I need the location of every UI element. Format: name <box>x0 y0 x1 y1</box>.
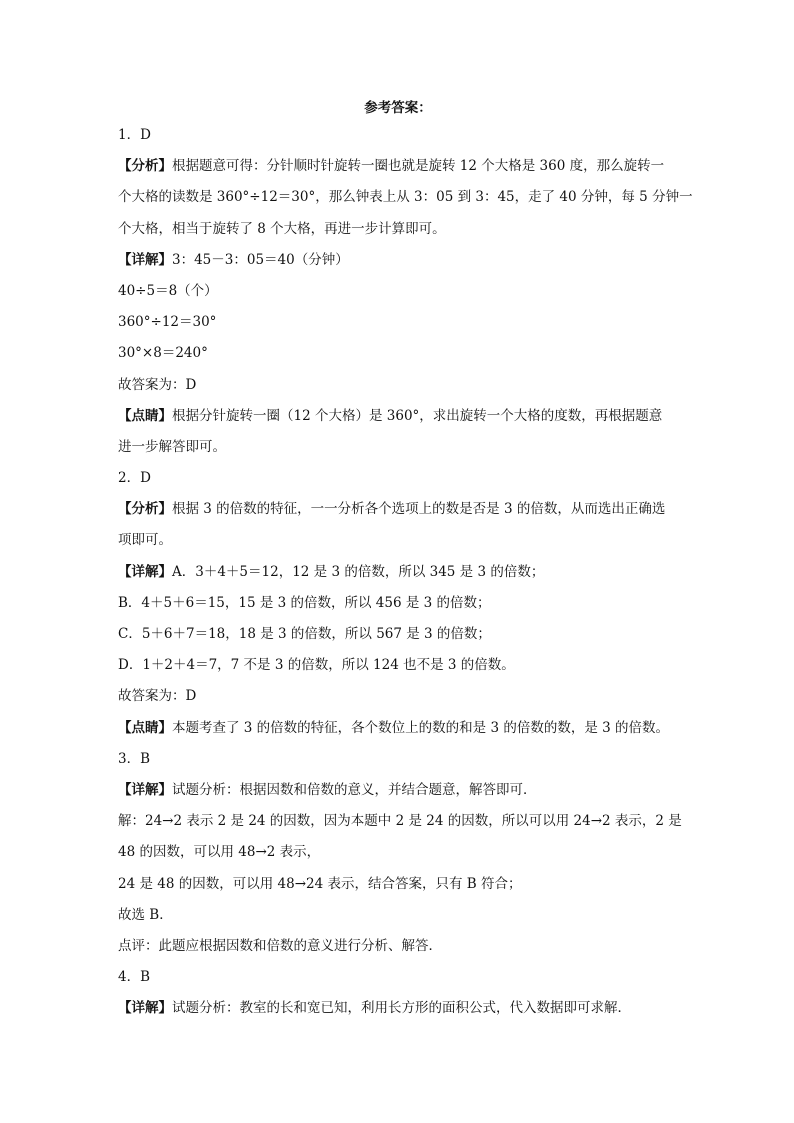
text-line <box>118 463 678 494</box>
line-text: 1．D <box>118 127 151 143</box>
line-text: B．4＋5＋6＝15，15 是 3 的倍数，所以 456 是 3 的倍数； <box>118 594 491 611</box>
line-text: 360°÷12＝30° <box>118 314 217 331</box>
line-text: 故答案为：D <box>118 376 197 393</box>
text-line <box>118 432 678 463</box>
line-text: 3．B <box>118 750 151 767</box>
line-text: 40÷5＝8（个） <box>118 282 218 299</box>
section-tag: 【分析】 <box>118 158 172 175</box>
text-line <box>118 993 678 1024</box>
section-tag: 【详解】 <box>118 563 172 580</box>
text-line <box>118 962 678 993</box>
text-line <box>118 557 678 588</box>
text-line <box>118 775 678 806</box>
text-line <box>118 120 678 151</box>
text-line <box>118 837 678 868</box>
section-tag: 【详解】 <box>118 251 172 268</box>
text-line <box>118 151 678 182</box>
section-tag: 【点睛】 <box>118 719 172 736</box>
line-text: 个大格的读数是 360°÷12＝30°，那么钟表上从 3：05 到 3：45，走了 40 分钟，每 5 分钟一 <box>118 189 693 206</box>
text-line <box>118 869 678 900</box>
text-line <box>118 401 678 432</box>
section-tag: 【点睛】 <box>118 407 172 424</box>
text-line <box>118 744 678 775</box>
line-text: 24 是 48 的因数，可以用 48→24 表示，结合答案，只有 B 符合； <box>118 875 522 892</box>
page-title: 参考答案： <box>364 100 432 116</box>
text-line <box>118 494 678 525</box>
line-text: D．1＋2＋4＝7，7 不是 3 的倍数，所以 124 也不是 3 的倍数。 <box>118 657 515 674</box>
line-text: 试题分析：根据因数和倍数的意义，并结合题意，解答即可． <box>172 781 537 798</box>
text-line <box>118 588 678 619</box>
text-line <box>118 307 678 338</box>
line-text: 根据分针旋转一圈（12 个大格）是 360°，求出旋转一个大格的度数，再根据题意 <box>172 407 663 424</box>
line-text: C．5＋6＋7＝18，18 是 3 的倍数，所以 567 是 3 的倍数； <box>118 626 491 642</box>
line-text: 解：24→2 表示 2 是 24 的因数，因为本题中 2 是 24 的因数，所以可以用 24→2 表示，2 是 <box>118 813 682 830</box>
text-line <box>118 525 678 556</box>
text-line <box>118 650 678 681</box>
answer-body <box>118 120 693 1024</box>
line-text: 试题分析：教室的长和宽已知，利用长方形的面积公式，代入数据即可求解． <box>172 1000 631 1017</box>
line-text: 4．B <box>118 969 151 986</box>
section-tag: 【详解】 <box>118 1000 172 1017</box>
text-line <box>118 806 682 837</box>
text-line <box>118 276 678 307</box>
text-line <box>118 713 678 744</box>
answer-page <box>118 96 693 1024</box>
text-line <box>118 619 678 650</box>
line-text: 个大格，相当于旋转了 8 个大格，再进一步计算即可。 <box>118 220 446 237</box>
line-text: 本题考查了 3 的倍数的特征，各个数位上的数的和是 3 的倍数的数，是 3 的倍数。 <box>172 719 670 736</box>
line-text: 进一步解答即可。 <box>118 438 226 455</box>
text-line <box>118 182 693 213</box>
text-line <box>118 900 678 931</box>
line-text: 故选 B． <box>118 906 173 923</box>
section-tag: 【详解】 <box>118 781 172 798</box>
line-text: 2．D <box>118 470 151 487</box>
line-text: 点评：此题应根据因数和倍数的意义进行分析、解答． <box>118 937 442 954</box>
text-line <box>118 931 678 962</box>
text-line <box>118 370 678 401</box>
text-line <box>118 214 678 245</box>
line-text: 根据 3 的倍数的特征，一一分析各个选项上的数是否是 3 的倍数，从而选出正确选 <box>172 501 666 518</box>
line-text: 48 的因数，可以用 48→2 表示， <box>118 844 321 861</box>
line-text: 故答案为：D <box>118 688 197 705</box>
text-line <box>118 681 678 712</box>
line-text: 根据题意可得：分针顺时针旋转一圈也就是旋转 12 个大格是 360 度，那么旋转一 <box>172 158 665 175</box>
section-tag: 【分析】 <box>118 501 172 518</box>
line-text: A．3＋4＋5＝12，12 是 3 的倍数，所以 345 是 3 的倍数； <box>172 563 545 580</box>
text-line <box>118 338 678 369</box>
line-text: 30°×8＝240° <box>118 345 208 362</box>
text-line <box>118 245 678 276</box>
line-text: 3：45－3：05＝40（分钟） <box>172 251 349 268</box>
line-text: 项即可。 <box>118 532 172 549</box>
